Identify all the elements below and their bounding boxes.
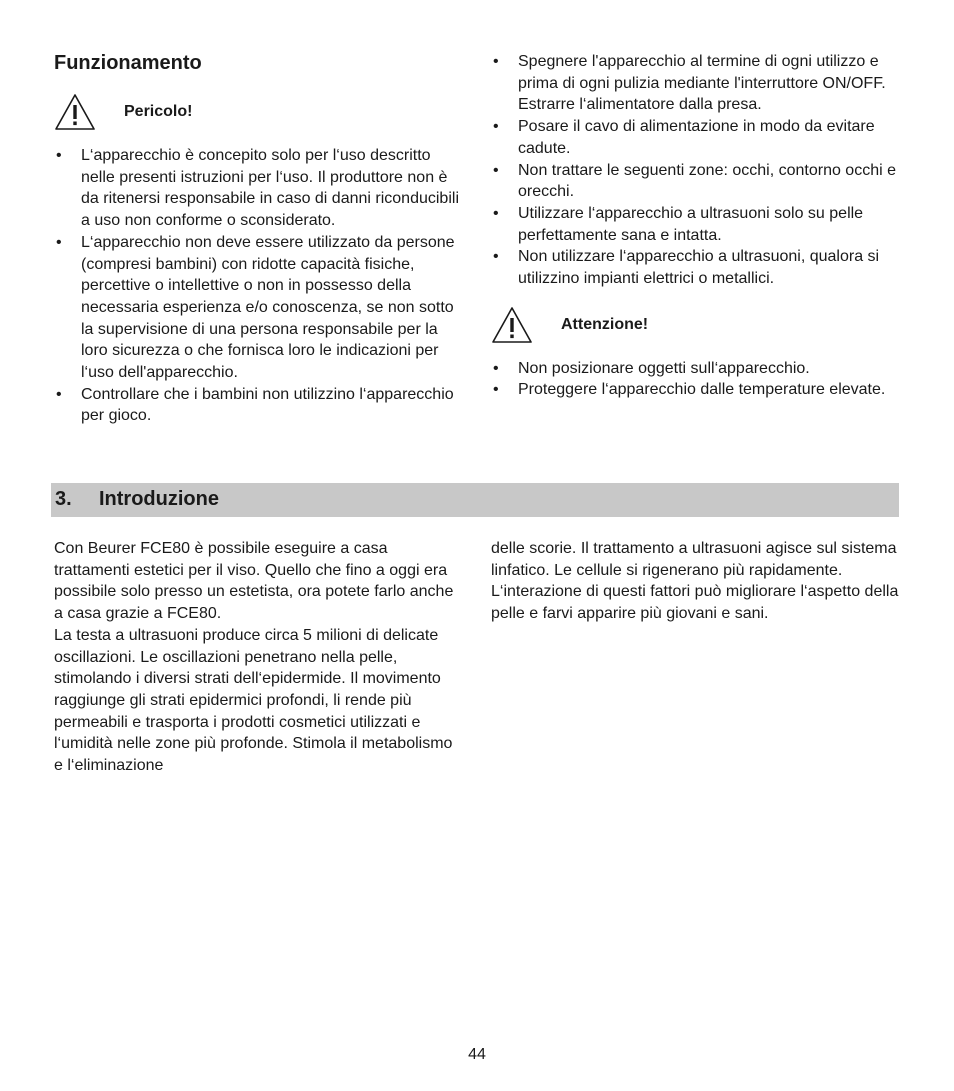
caution-label: Attenzione! [561,315,649,333]
page-number: 44 [468,1046,486,1063]
list-item: • Spegnere l'apparecchio al termine di ogni utilizzo e prima di ogni pulizia mediante l'interruttore ON/OFF. Estrarre l‘alimentatore dalla presa. [491,51,901,116]
list-item: • Utilizzare l‘apparecchio a ultrasuoni solo su pelle perfettamente sana e intatta. [491,203,901,246]
warning-triangle-icon [491,306,533,344]
danger-bullet-list [54,145,464,427]
list-item: • Proteggere l‘apparecchio dalle temperature elevate. [491,379,901,401]
danger-warning [54,93,464,131]
list-item: • L‘apparecchio è concepito solo per l‘uso descritto nelle presenti istruzioni per l‘uso. Il produttore non è da ritenersi responsabile in caso di danni riconducibili a uso non conforme o sconsiderato. [54,145,464,232]
list-item: • L‘apparecchio non deve essere utilizzato da persone (compresi bambini) con ridotte capacità fisiche, percettive o intellettive o non in possesso della necessaria esperienza e/o conoscenza, se non sotto la supervisione di una persona responsabile per la loro sicurezza o che fornisca loro le indicazioni per l‘uso dell'apparecchio. [54,232,464,384]
list-item: • Non trattare le seguenti zone: occhi, contorno occhi e orecchi. [491,160,901,203]
intro-left-column [54,538,464,777]
warning-triangle-icon [54,93,96,131]
list-item: • Posare il cavo di alimentazione in modo da evitare cadute. [491,116,901,159]
caution-bullet-list [491,358,901,401]
caution-warning [491,306,901,344]
section-title: Introduzione [99,488,219,510]
left-column-top [54,51,464,427]
list-item: • Non posizionare oggetti sull‘apparecchio. [491,358,901,380]
intro-right-column [491,538,901,625]
danger-label: Pericolo! [124,103,193,121]
intro-paragraph: La testa a ultrasuoni produce circa 5 milioni di delicate oscillazioni. Le oscillazioni penetrano nella pelle, stimolando i diversi strati dell‘epidermide. Il movimento raggiunge gli strati epidermici profondi, li rende più permeabili e trasporta i prodotti cosmetici utilizzati e l‘umidità nelle zone più profonde. Stimola il metabolismo e l‘eliminazione [54,626,453,775]
section-header-band [51,483,899,517]
section-number: 3. [55,488,72,510]
list-item: • Controllare che i bambini non utilizzino l‘apparecchio per gioco. [54,384,464,427]
right-column-top [491,51,901,401]
list-item: • Non utilizzare l‘apparecchio a ultrasuoni, qualora si utilizzino impianti elettrici o metallici. [491,246,901,289]
safety-bullet-list [491,51,901,290]
section-heading-funzionamento: Funzionamento [54,52,202,74]
intro-paragraph: delle scorie. Il trattamento a ultrasuoni agisce sul sistema linfatico. Le cellule si rigenerano più rapidamente. L‘interazione di questi fattori può migliorare l‘aspetto della pelle e farvi apparire più giovani e sani. [491,540,899,623]
intro-paragraph: Con Beurer FCE80 è possibile eseguire a casa trattamenti estetici per il viso. Quello che fino a oggi era possibile solo presso un estetista, ora potete farlo anche a casa grazie a FCE80. [54,540,454,623]
